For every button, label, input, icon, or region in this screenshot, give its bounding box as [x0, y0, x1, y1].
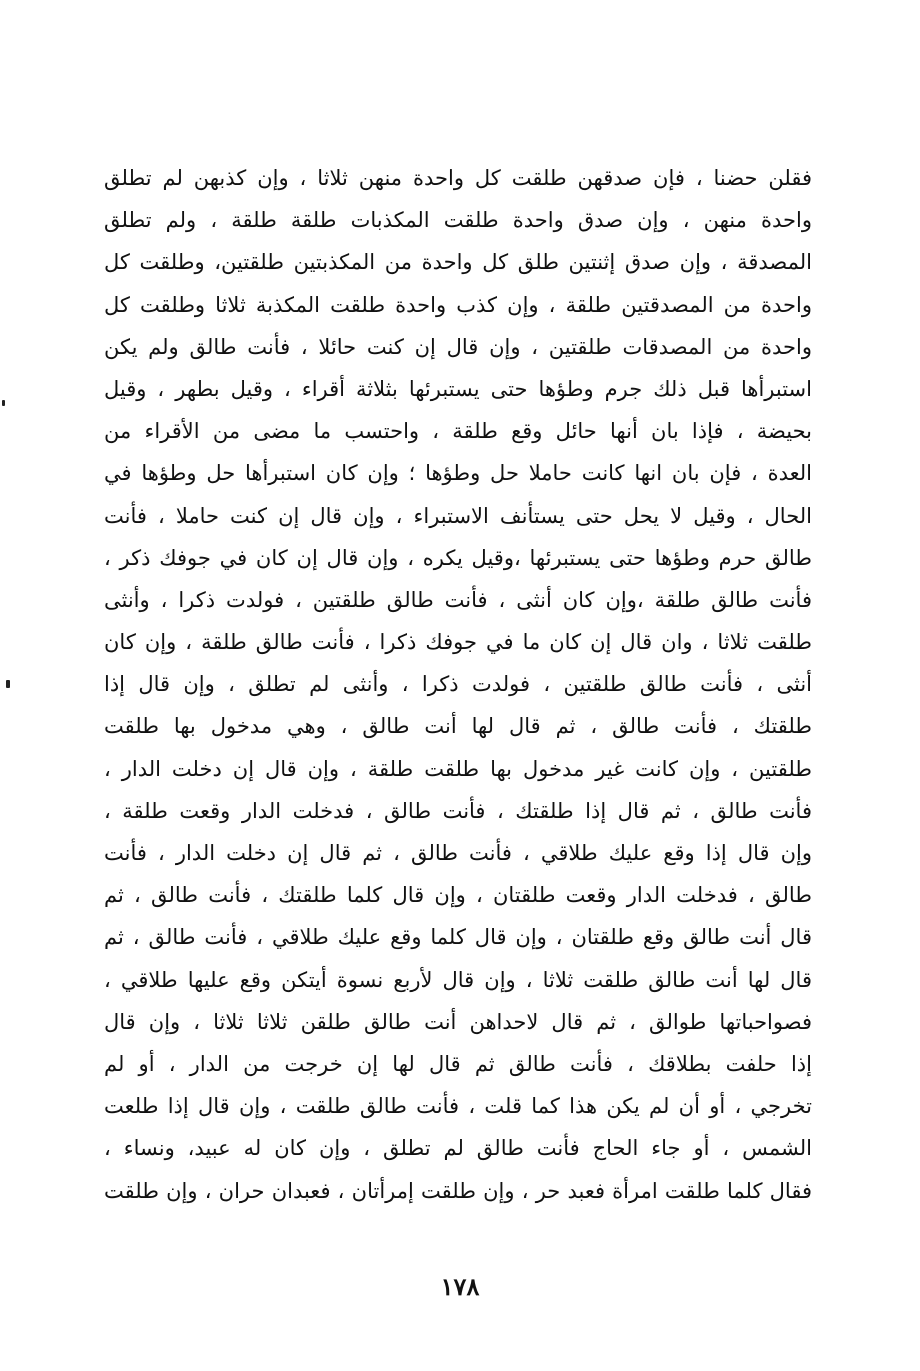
text-line: إذا حلفت بطلاقك ، فأنت طالق ثم قال لها إن خرجت من الدار ، أو لم — [104, 1051, 812, 1076]
text-line: فصواحباتها طوالق ، ثم قال لاحداهن أنت طالق طلقن ثلاثا ثلاثا ، وإن قال — [104, 1009, 812, 1034]
text-line: طلقتك ، فأنت طالق ، ثم قال لها أنت طالق ، وهي مدخول بها طلقت — [104, 714, 812, 739]
text-line: طالق ، فدخلت الدار وقعت طلقتان ، وإن قال كلما طلقتك ، فأنت طالق ، ثم — [104, 883, 812, 908]
text-line: بحيضة ، فإذا بان أنها حائل وقع طلقة ، واحتسب ما مضى من الأقراء من — [104, 419, 812, 444]
text-line: فأنت طالق ، ثم قال إذا طلقتك ، فأنت طالق ، فدخلت الدار وقعت طلقة ، — [104, 798, 812, 823]
text-line: واحدة من المصدقتين طلقة ، وإن كذب واحدة طلقت المكذبة ثلاثا وطلقت كل — [104, 292, 812, 317]
text-line: واحدة من المصدقات طلقتين ، وإن قال إن كنت حائلا ، فأنت طالق ولم يكن — [104, 334, 812, 359]
text-line: العدة ، فإن بان انها كانت حاملا حل وطؤها ؛ وإن كان استبرأها حل وطؤها في — [104, 461, 812, 486]
text-line: فأنت طالق طلقة ،وإن كان أنثى ، فأنت طالق طلقتين ، فولدت ذكرا ، وأنثى — [104, 587, 812, 612]
margin-mark — [6, 680, 10, 688]
text-line: قال أنت طالق وقع طلقتان ، وإن قال كلما وقع عليك طلاقي ، فأنت طالق ، ثم — [104, 925, 812, 950]
text-line: الحال ، وقيل لا يحل حتى يستأنف الاستبراء ، وإن قال إن كنت حاملا ، فأنت — [104, 503, 812, 528]
text-line: فقلن حضنا ، فإن صدقهن طلقت كل واحدة منهن ثلاثا ، وإن كذبهن لم تطلق — [104, 166, 812, 190]
text-line: طلقت ثلاثا ، وان قال إن كان ما في جوفك ذكرا ، فأنت طالق طلقة ، وإن كان — [104, 630, 812, 655]
text-line: الشمس ، أو جاء الحاج فأنت طالق لم تطلق ، وإن كان له عبيد، ونساء ، — [104, 1136, 812, 1161]
margin-mark — [2, 400, 5, 406]
body-text — [104, 157, 812, 1212]
text-line: أنثى ، فأنت طالق طلقتين ، فولدت ذكرا ، وأنثى لم تطلق ، وإن قال إذا — [104, 672, 812, 697]
text-line: المصدقة ، وإن صدق إثنتين طلق كل واحدة من المكذبتين طلقتين، وطلقت كل — [104, 250, 812, 275]
text-line: طلقتين ، وإن كانت غير مدخول بها طلقت طلقة ، وإن قال إن دخلت الدار ، — [104, 756, 812, 781]
text-line: فقال كلما طلقت امرأة فعبد حر ، وإن طلقت إمرأتان ، فعبدان حران ، وإن طلقت — [104, 1178, 812, 1203]
text-line: وإن قال إذا وقع عليك طلاقي ، فأنت طالق ، ثم قال إن دخلت الدار ، فأنت — [104, 841, 812, 865]
page-number: ١٧٨ — [440, 1272, 480, 1301]
text-line: طالق حرم وطؤها حتى يستبرئها ،وقيل يكره ، وإن قال إن كان في جوفك ذكر ، — [104, 545, 812, 570]
text-line: استبرأها قبل ذلك جرم وطؤها حتى يستبرئها بثلاثة أقراء ، وقيل بطهر ، وقيل — [104, 376, 812, 401]
text-line: قال لها أنت طالق طلقت ثلاثا ، وإن قال لأربع نسوة أيتكن وقع عليها طلاقي ، — [104, 967, 812, 992]
text-line: تخرجي ، أو أن لم يكن هذا كما قلت ، فأنت طالق طلقت ، وإن قال إذا طلعت — [104, 1094, 812, 1119]
text-line: واحدة منهن ، وإن صدق واحدة طلقت المكذبات طلقة طلقة ، ولم تطلق — [104, 208, 812, 233]
